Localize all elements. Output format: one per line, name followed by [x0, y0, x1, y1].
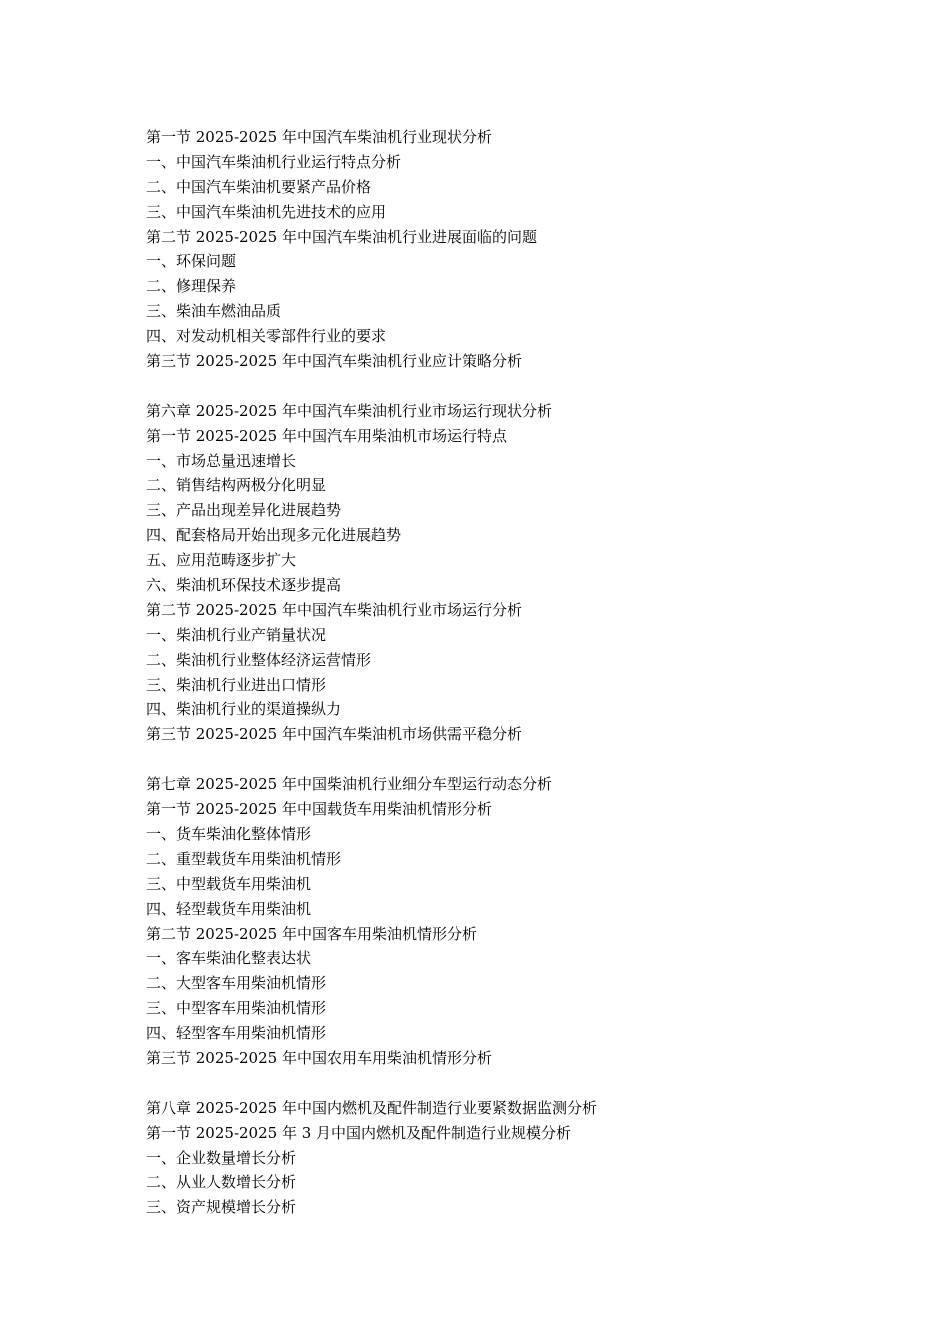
section-gap: [146, 1071, 846, 1096]
toc-item: 二、修理保养: [146, 277, 237, 296]
toc-item: 四、对发动机相关零部件行业的要求: [146, 327, 387, 346]
toc-section-heading: 第一节 2025-2025 年 3 月中国内燃机及配件制造行业规模分析: [146, 1123, 572, 1142]
toc-item: 三、柴油车燃油品质: [146, 302, 282, 321]
toc-item: 五、应用范畴逐步扩大: [146, 551, 297, 570]
toc-section-heading: 第三节 2025-2025 年中国汽车柴油机市场供需平稳分析: [146, 725, 522, 744]
toc-chapter-heading: 第七章 2025-2025 年中国柴油机行业细分车型运行动态分析: [146, 775, 552, 794]
toc-item: 四、配套格局开始出现多元化进展趋势: [146, 526, 402, 545]
toc-section-heading: 第二节 2025-2025 年中国客车用柴油机情形分析: [146, 924, 477, 943]
toc-item: 三、资产规模增长分析: [146, 1198, 297, 1217]
toc-section-heading: 第二节 2025-2025 年中国汽车柴油机行业进展面临的问题: [146, 227, 537, 246]
toc-item: 一、货车柴油化整体情形: [146, 824, 312, 843]
toc-item: 二、销售结构两极分化明显: [146, 476, 327, 495]
toc-item: 二、中国汽车柴油机要紧产品价格: [146, 177, 372, 196]
toc-section-heading: 第一节 2025-2025 年中国汽车用柴油机市场运行特点: [146, 426, 507, 445]
toc-item: 四、轻型载货车用柴油机: [146, 899, 312, 918]
toc-chapter-heading: 第六章 2025-2025 年中国汽车柴油机行业市场运行现状分析: [146, 401, 552, 420]
toc-item: 二、重型载货车用柴油机情形: [146, 849, 342, 868]
toc-item: 三、中型客车用柴油机情形: [146, 999, 327, 1018]
table-of-contents: [146, 125, 846, 1220]
section-gap: [146, 747, 846, 772]
toc-item: 三、柴油机行业进出口情形: [146, 675, 327, 694]
toc-item: 二、大型客车用柴油机情形: [146, 974, 327, 993]
toc-item: 一、中国汽车柴油机行业运行特点分析: [146, 152, 402, 171]
section-gap: [146, 374, 846, 399]
toc-section-heading: 第三节 2025-2025 年中国汽车柴油机行业应计策略分析: [146, 352, 522, 371]
toc-item: 三、中型载货车用柴油机: [146, 874, 312, 893]
toc-item: 一、柴油机行业产销量状况: [146, 625, 327, 644]
toc-section-heading: 第一节 2025-2025 年中国汽车柴油机行业现状分析: [146, 128, 492, 146]
toc-section-heading: 第三节 2025-2025 年中国农用车用柴油机情形分析: [146, 1048, 492, 1067]
toc-item: 四、轻型客车用柴油机情形: [146, 1024, 327, 1043]
toc-item: 一、企业数量增长分析: [146, 1148, 297, 1167]
toc-item: 一、客车柴油化整表达状: [146, 949, 312, 968]
toc-chapter-heading: 第八章 2025-2025 年中国内燃机及配件制造行业要紧数据监测分析: [146, 1098, 597, 1117]
toc-item: 三、中国汽车柴油机先进技术的应用: [146, 202, 387, 221]
toc-item: 四、柴油机行业的渠道操纵力: [146, 700, 342, 719]
toc-item: 一、环保问题: [146, 252, 237, 271]
toc-section-heading: 第二节 2025-2025 年中国汽车柴油机行业市场运行分析: [146, 600, 522, 619]
toc-item: 六、柴油机环保技术逐步提高: [146, 576, 342, 595]
toc-section-heading: 第一节 2025-2025 年中国载货车用柴油机情形分析: [146, 800, 492, 819]
toc-item: 三、产品出现差异化进展趋势: [146, 501, 342, 520]
toc-item: 二、从业人数增长分析: [146, 1173, 297, 1192]
toc-item: 一、市场总量迅速增长: [146, 451, 297, 470]
toc-item: 二、柴油机行业整体经济运营情形: [146, 650, 372, 669]
